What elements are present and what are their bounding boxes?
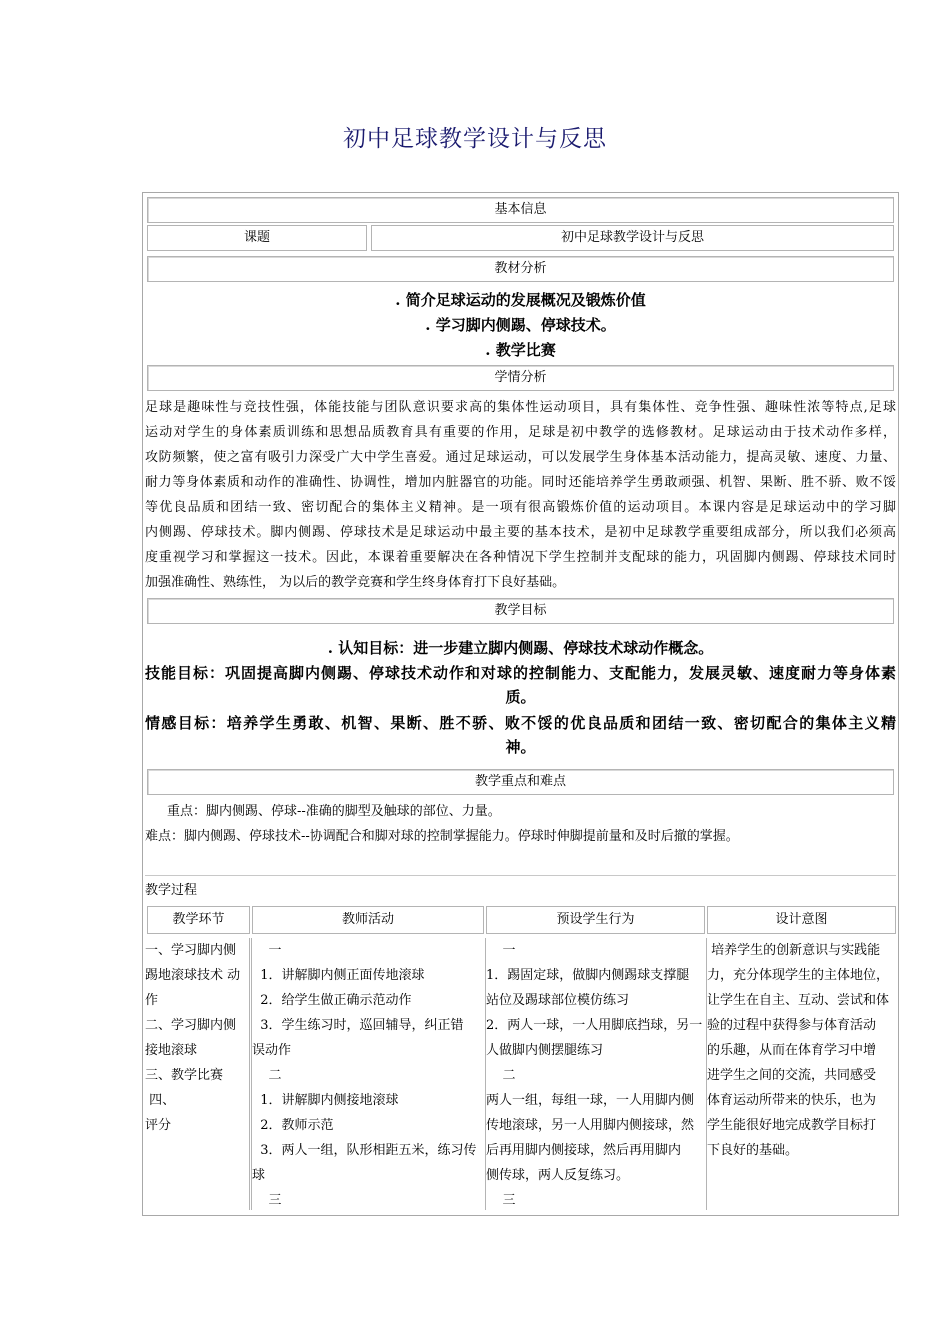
text-line: 耐力等身体素质和动作的准确性、协调性，增加内脏器官的功能。同时还能培养学生勇敢顽强、机智、果断、胜不骄、败不馁 xyxy=(145,475,896,490)
cell-line: 二 xyxy=(486,1068,516,1083)
cell-line: 1．讲解脚内侧正面传地滚球 xyxy=(252,968,425,983)
col-intent xyxy=(706,938,897,1210)
text-line: 足球是趣味性与竞技性强，体能技能与团队意识要求高的集体性运动项目，具有集体性、竞争性强、趣味性浓等特点,足球 xyxy=(145,400,896,415)
cell-line: 二、学习脚内侧 xyxy=(145,1018,237,1033)
cell-line: 的乐趣，从而在体育学习中增 xyxy=(707,1043,877,1058)
topic-value: 初中足球教学设计与反思 xyxy=(371,225,894,251)
cell-line: 一 xyxy=(252,943,282,958)
cell-line: 2．教师示范 xyxy=(252,1118,334,1133)
goal-emotion-cont: 神。 xyxy=(505,738,536,756)
cell-line: 三、教学比赛 xyxy=(145,1068,224,1083)
section-header-key-points: 教学重点和难点 xyxy=(147,769,894,795)
cell-line: 培养学生的创新意识与实践能 xyxy=(707,943,881,958)
col-header-stage: 教学环节 xyxy=(147,906,250,934)
text-line: 度重视学习和掌握这一技术。因此，本课着重要解决在各种情况下学生控制并支配球的能力，巩固脚内侧踢、停球技术同时 xyxy=(145,550,896,565)
cell-line: 作 xyxy=(145,993,159,1008)
material-item: . 学习脚内侧踢、停球技术。 xyxy=(425,316,616,334)
divider xyxy=(145,875,896,876)
cell-line: 球 xyxy=(252,1168,266,1183)
col-teacher xyxy=(251,938,486,1210)
cell-line: 1．讲解脚内侧接地滚球 xyxy=(252,1093,399,1108)
col-stage xyxy=(145,938,250,1210)
cell-line: 二 xyxy=(252,1068,282,1083)
goal-cognitive: . 认知目标：进一步建立脚内侧踢、停球技术球动作概念。 xyxy=(327,639,714,657)
cell-line: 1．踢固定球，做脚内侧踢球支撑腿 xyxy=(486,968,690,983)
cell-line: 一 xyxy=(486,943,516,958)
cell-line: 人做脚内侧摆腿练习 xyxy=(486,1043,604,1058)
cell-line: 3．学生练习时，巡回辅导，纠正错 xyxy=(252,1018,464,1033)
section-header-material-analysis: 教材分析 xyxy=(147,256,894,282)
section-header-student-analysis: 学情分析 xyxy=(147,365,894,391)
col-header-intent: 设计意图 xyxy=(707,906,896,934)
topic-label: 课题 xyxy=(147,225,367,251)
cell-line: 下良好的基础。 xyxy=(707,1143,799,1158)
cell-line: 验的过程中获得参与体育活动 xyxy=(707,1018,877,1033)
goal-skill: 技能目标：巩固提高脚内侧踢、停球技术动作和对球的控制能力、支配能力，发展灵敏、速度耐力等身体素 xyxy=(145,664,896,682)
cell-line: 2．给学生做正确示范动作 xyxy=(252,993,412,1008)
material-item: . 教学比赛 xyxy=(485,341,556,359)
difficulty-text: 难点：脚内侧踢、停球技术--协调配合和脚对球的控制掌握能力。停球时伸脚提前量和及时后撤的掌握。 xyxy=(145,829,739,844)
cell-line: 2．两人一球，一人用脚底挡球，另一 xyxy=(486,1018,703,1033)
cell-line: 力，充分体现学生的主体地位， xyxy=(707,968,890,983)
cell-line: 评分 xyxy=(145,1118,172,1133)
student-analysis-text xyxy=(145,395,896,595)
cell-line: 侧传球，两人反复练习。 xyxy=(486,1168,630,1183)
text-line: 攻防频繁，使之富有吸引力深受广大中学生喜爱。通过足球运动，可以发展学生身体基本活动能力，提高灵敏、速度、力量、 xyxy=(145,450,896,465)
goal-emotion: 情感目标：培养学生勇敢、机智、果断、胜不骄、败不馁的优良品质和团结一致、密切配合的集体主义精 xyxy=(145,714,896,732)
cell-line: 后再用脚内侧接球，然后再用脚内 xyxy=(486,1143,682,1158)
cell-line: 误动作 xyxy=(252,1043,292,1058)
text-line: 加强准确性、熟练性， 为以后的教学竞赛和学生终身体育打下良好基础。 xyxy=(145,575,566,590)
cell-line: 站位及踢球部位模仿练习 xyxy=(486,993,630,1008)
process-label: 教学过程 xyxy=(145,883,198,898)
col-header-student: 预设学生行为 xyxy=(486,906,705,934)
text-line: 等优良品质和团结一致、密切配合的集体主义精神。是一项有很高锻炼价值的运动项目。本课内容是足球运动中的学习脚 xyxy=(145,500,896,515)
cell-line: 三 xyxy=(486,1193,516,1208)
col-student xyxy=(485,938,707,1210)
cell-line: 踢地滚球技术 动 xyxy=(145,968,241,983)
goal-skill-cont: 质。 xyxy=(505,688,536,706)
material-item: . 简介足球运动的发展概况及锻炼价值 xyxy=(395,291,646,309)
section-header-teaching-goals: 教学目标 xyxy=(147,598,894,624)
cell-line: 3．两人一组，队形相距五米，练习传 xyxy=(252,1143,477,1158)
text-line: 内侧踢、停球技术。脚内侧踢、停球技术是足球运动中最主要的基本技术，是初中足球教学重要组成部分，所以我们必须高 xyxy=(145,525,896,540)
cell-line: 三 xyxy=(252,1193,282,1208)
lesson-plan-table xyxy=(142,192,899,1216)
cell-line: 学生能很好地完成教学目标打 xyxy=(707,1118,877,1133)
cell-line: 一、学习脚内侧 xyxy=(145,943,237,958)
section-header-basic-info: 基本信息 xyxy=(147,197,894,223)
cell-line: 进学生之间的交流，共同感受 xyxy=(707,1068,877,1083)
cell-line: 体育运动所带来的快乐，也为 xyxy=(707,1093,877,1108)
cell-line: 让学生在自主、互动、尝试和体 xyxy=(707,993,890,1008)
text-line: 运动对学生的身体素质训练和思想品质教育具有重要的作用，足球是初中教学的选修教材。足球运动由于技术动作多样， xyxy=(145,425,896,440)
page-title: 初中足球教学设计与反思 xyxy=(343,126,607,152)
cell-line: 两人一组，每组一球，一人用脚内侧 xyxy=(486,1093,695,1108)
cell-line: 传地滚球，另一人用脚内侧接球，然 xyxy=(486,1118,695,1133)
cell-line: 接地滚球 xyxy=(145,1043,198,1058)
key-point-text: 重点：脚内侧踢、停球--准确的脚型及触球的部位、力量。 xyxy=(167,804,501,819)
col-header-teacher: 教师活动 xyxy=(252,906,484,934)
cell-line: 四、 xyxy=(145,1093,176,1108)
